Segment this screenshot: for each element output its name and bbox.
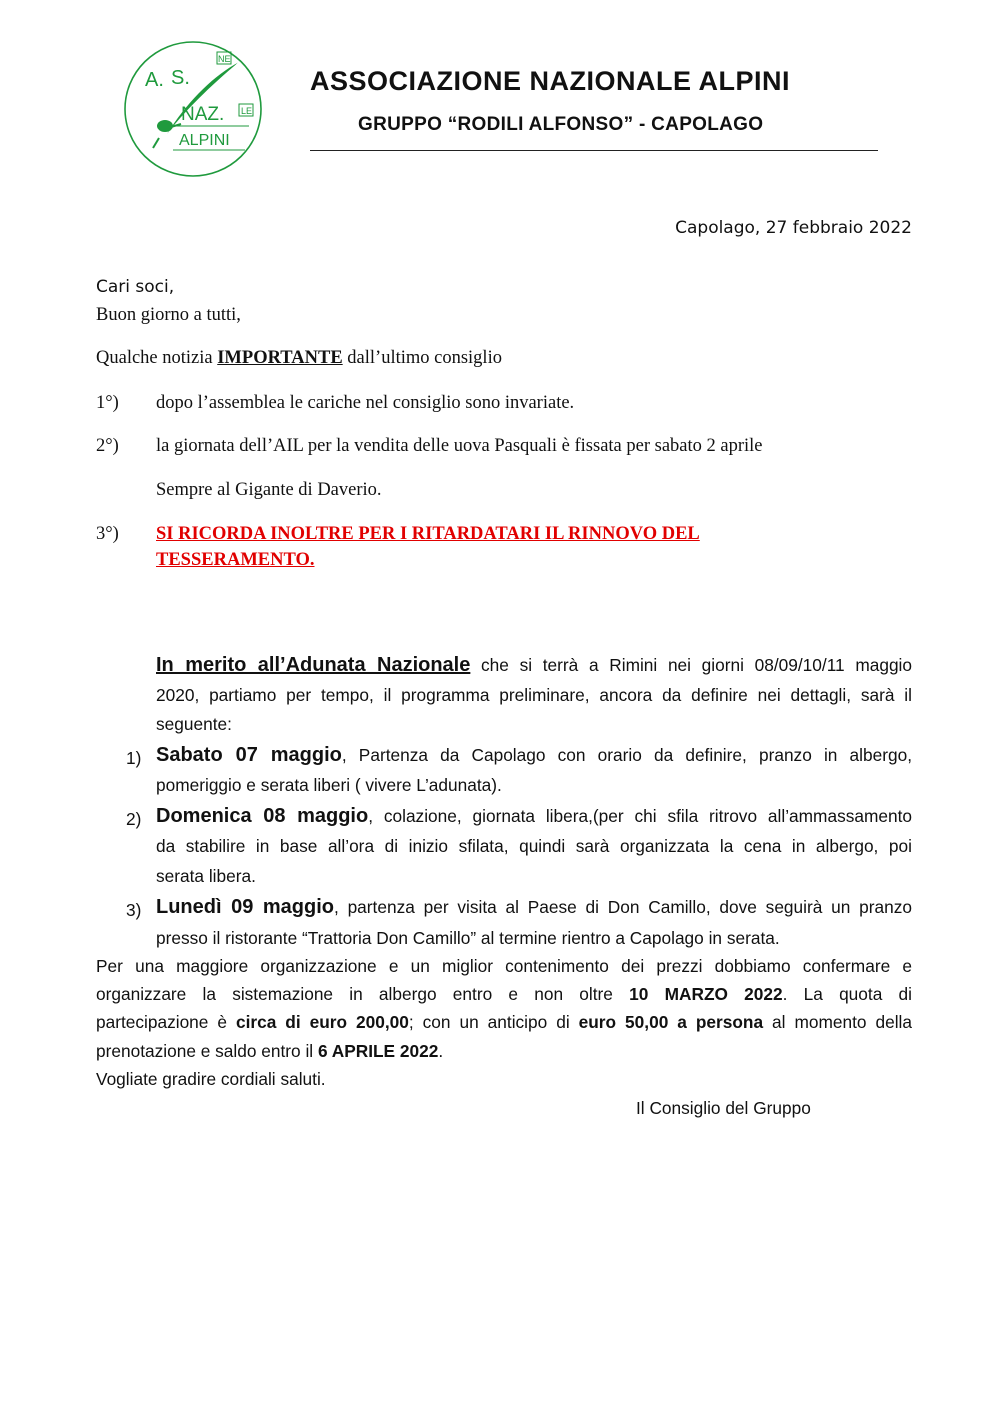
closing-line-4 bbox=[96, 1041, 443, 1062]
program-1-line-1-rest: , Partenza da Capolago con orario da definire, pranzo in albergo, bbox=[341, 745, 912, 765]
letter-date: Capolago, 27 febbraio 2022 bbox=[675, 218, 912, 238]
closing-line-2-a: organizzare la sistemazione in albergo entro e non oltre bbox=[96, 984, 630, 1004]
intro-before: Qualche notizia bbox=[96, 348, 218, 368]
adunata-line-2: 2020, partiamo per tempo, il programma preliminare, ancora da definire nei dettagli, sarà il bbox=[156, 685, 912, 705]
item-2-text: la giornata dell’AIL per la vendita delle uova Pasquali è fissata per sabato 2 aprile bbox=[156, 436, 763, 456]
closing-line-3-e: al momento della bbox=[763, 1012, 912, 1032]
program-2-line-3: serata libera. bbox=[156, 866, 256, 886]
adunata-line-1-rest: che si terrà a Rimini nei giorni 08/09/10/11 maggio bbox=[470, 655, 912, 675]
adunata-line-3: seguente: bbox=[156, 714, 232, 734]
deadline-booking: 10 MARZO 2022 bbox=[629, 984, 783, 1004]
salutation: Cari soci, bbox=[96, 277, 175, 297]
price-amount: circa di euro 200,00 bbox=[235, 1012, 409, 1032]
ana-logo bbox=[121, 38, 271, 180]
intro-after: dall’ultimo consiglio bbox=[342, 348, 502, 368]
program-3-line-1 bbox=[156, 896, 912, 919]
deposit-amount: euro 50,00 a persona bbox=[578, 1012, 764, 1032]
logo-text-alpini: ALPINI bbox=[179, 132, 230, 149]
program-1-line-2: pomeriggio e serata liberi ( vivere L’adunata). bbox=[156, 775, 502, 795]
intro-line bbox=[96, 348, 502, 369]
item-2-text-continued: Sempre al Gigante di Daverio. bbox=[156, 480, 382, 500]
closing-line-4-a: prenotazione e saldo entro il bbox=[96, 1041, 318, 1061]
program-1-day: Sabato 07 maggio bbox=[156, 744, 342, 766]
adunata-heading: In merito all’Adunata Nazionale bbox=[156, 654, 471, 676]
logo-text-ne: NE bbox=[218, 54, 231, 64]
program-3-line-2: presso il ristorante “Trattoria Don Camillo” al termine rientro a Capolago in serata. bbox=[156, 928, 780, 948]
program-2-line-1 bbox=[156, 805, 912, 828]
program-2-day: Domenica 08 maggio bbox=[156, 805, 369, 827]
adunata-line-1 bbox=[156, 654, 912, 677]
program-3-line-1-rest: , partenza per visita al Paese di Don Camillo, dove seguirà un pranzo bbox=[333, 897, 912, 917]
closing-greeting: Vogliate gradire cordiali saluti. bbox=[96, 1069, 326, 1089]
closing-line-2 bbox=[96, 984, 912, 1005]
program-3-day: Lunedì 09 maggio bbox=[156, 896, 334, 918]
item-3-reminder-line2: TESSERAMENTO. bbox=[156, 550, 315, 570]
item-3-number: 3°) bbox=[96, 524, 119, 544]
closing-line-3-a: partecipazione è bbox=[96, 1012, 236, 1032]
closing-line-3 bbox=[96, 1012, 912, 1033]
program-2-line-2: da stabilire in base all’ora di inizio sfilata, quindi sarà organizzata la cena in albergo, poi bbox=[156, 836, 912, 856]
closing-line-4-c: . bbox=[438, 1041, 444, 1061]
logo-text-le: LE bbox=[241, 106, 253, 116]
group-name: GRUPPO “RODILI ALFONSO” - CAPOLAGO bbox=[358, 114, 764, 135]
org-title: ASSOCIAZIONE NAZIONALE ALPINI bbox=[310, 66, 791, 96]
program-2-number: 2) bbox=[126, 809, 142, 829]
program-2-line-1-rest: , colazione, giornata libera,(per chi sfila ritrovo all’ammassamento bbox=[368, 806, 912, 826]
closing-line-2-c: . La quota di bbox=[782, 984, 912, 1004]
logo-text-a: A. bbox=[145, 69, 164, 91]
item-2-number: 2°) bbox=[96, 436, 119, 456]
program-1-number: 1) bbox=[126, 748, 142, 768]
deadline-balance: 6 APRILE 2022 bbox=[317, 1041, 439, 1061]
item-1-number: 1°) bbox=[96, 393, 119, 413]
item-3-reminder-line1: SI RICORDA INOLTRE PER I RITARDATARI IL RINNOVO DEL bbox=[156, 524, 700, 544]
header-divider bbox=[310, 150, 878, 151]
program-1-line-1 bbox=[156, 744, 912, 767]
logo-text-s: S. bbox=[171, 67, 190, 89]
greeting: Buon giorno a tutti, bbox=[96, 305, 241, 325]
intro-emphasis: IMPORTANTE bbox=[217, 348, 343, 368]
item-1-text: dopo l’assemblea le cariche nel consiglio sono invariate. bbox=[156, 393, 575, 413]
logo-text-naz: NAZ. bbox=[181, 104, 225, 125]
closing-line-1: Per una maggiore organizzazione e un miglior contenimento dei prezzi dobbiamo confermare e bbox=[96, 956, 912, 976]
ana-emblem-icon bbox=[121, 38, 271, 180]
program-3-number: 3) bbox=[126, 900, 142, 920]
signature: Il Consiglio del Gruppo bbox=[636, 1098, 811, 1118]
closing-line-3-c: ; con un anticipo di bbox=[408, 1012, 579, 1032]
